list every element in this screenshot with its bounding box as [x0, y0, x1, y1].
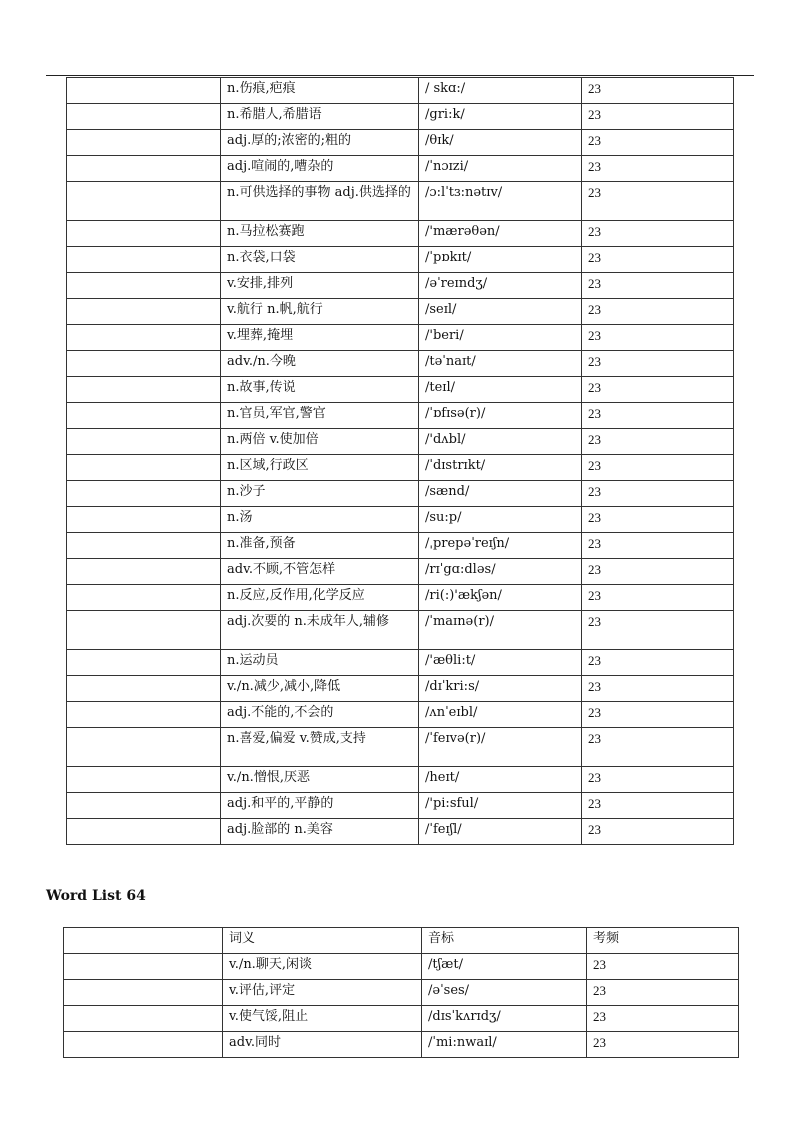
table-row	[67, 650, 734, 676]
table-row	[67, 273, 734, 299]
table-row	[67, 819, 734, 845]
frequency-cell: 23	[582, 221, 734, 247]
word-list-heading: Word List 64	[46, 888, 146, 904]
meaning-cell: n.汤	[221, 507, 419, 533]
table-row	[64, 980, 739, 1006]
word-cell	[67, 559, 221, 585]
table-row	[67, 455, 734, 481]
word-cell	[67, 676, 221, 702]
frequency-cell: 23	[587, 1006, 739, 1032]
phonetic-cell: /ɔ:lˈtɜ:nətɪv/	[419, 182, 582, 221]
phonetic-cell: /ˈmaɪnə(r)/	[419, 611, 582, 650]
phonetic-cell: /θɪk/	[419, 130, 582, 156]
word-cell	[67, 247, 221, 273]
word-cell	[67, 481, 221, 507]
vocab-table-continued	[66, 77, 734, 845]
table-row	[67, 130, 734, 156]
phonetic-cell: /dɪsˈkʌrɪdʒ/	[422, 1006, 587, 1032]
word-cell	[67, 351, 221, 377]
phonetic-cell: /əˈreɪndʒ/	[419, 273, 582, 299]
header-meaning: 词义	[223, 928, 422, 954]
meaning-cell: v./n.减少,减小,降低	[221, 676, 419, 702]
frequency-cell: 23	[582, 676, 734, 702]
table-row	[67, 728, 734, 767]
word-cell	[67, 507, 221, 533]
meaning-cell: v./n.聊天,闲谈	[223, 954, 422, 980]
phonetic-cell: /tʃæt/	[422, 954, 587, 980]
table-row	[67, 325, 734, 351]
meaning-cell: n.希腊人,希腊语	[221, 104, 419, 130]
frequency-cell: 23	[587, 980, 739, 1006]
word-cell	[67, 78, 221, 104]
frequency-cell: 23	[582, 273, 734, 299]
meaning-cell: adj.喧闹的,嘈杂的	[221, 156, 419, 182]
frequency-cell: 23	[582, 533, 734, 559]
meaning-cell: v.使气馁,阻止	[223, 1006, 422, 1032]
frequency-cell: 23	[582, 507, 734, 533]
table-row	[67, 299, 734, 325]
frequency-cell: 23	[582, 455, 734, 481]
table-row	[67, 247, 734, 273]
phonetic-cell: /sænd/	[419, 481, 582, 507]
word-cell	[67, 650, 221, 676]
word-cell	[64, 1032, 223, 1058]
table-row	[67, 533, 734, 559]
frequency-cell: 23	[582, 247, 734, 273]
meaning-cell: v./n.憎恨,厌恶	[221, 767, 419, 793]
frequency-cell: 23	[582, 585, 734, 611]
word-cell	[64, 954, 223, 980]
frequency-cell: 23	[587, 954, 739, 980]
vocab-table-word-list-64	[63, 927, 739, 1058]
word-cell	[67, 728, 221, 767]
phonetic-cell: /'dʌbl/	[419, 429, 582, 455]
table-row	[67, 403, 734, 429]
phonetic-cell: /'mærəθən/	[419, 221, 582, 247]
vocab-table-body	[67, 78, 734, 845]
frequency-cell: 23	[582, 559, 734, 585]
phonetic-cell: /təˈnaɪt/	[419, 351, 582, 377]
phonetic-cell: /ˈmi:nwaɪl/	[422, 1032, 587, 1058]
table-row	[67, 351, 734, 377]
word-cell	[64, 1006, 223, 1032]
word-cell	[67, 156, 221, 182]
phonetic-cell: /heɪt/	[419, 767, 582, 793]
phonetic-cell: /gri:k/	[419, 104, 582, 130]
table-row	[67, 767, 734, 793]
word-cell	[67, 182, 221, 221]
meaning-cell: n.可供选择的事物 adj.供选择的	[221, 182, 419, 221]
frequency-cell: 23	[587, 1032, 739, 1058]
phonetic-cell: /ˈdɪstrɪkt/	[419, 455, 582, 481]
frequency-cell: 23	[582, 182, 734, 221]
meaning-cell: v.航行 n.帆,航行	[221, 299, 419, 325]
table-row	[67, 793, 734, 819]
table-row	[67, 377, 734, 403]
phonetic-cell: /ri(:)'ækʃən/	[419, 585, 582, 611]
phonetic-cell: /ˈɒfɪsə(r)/	[419, 403, 582, 429]
phonetic-cell: /dɪˈkri:s/	[419, 676, 582, 702]
meaning-cell: v.安排,排列	[221, 273, 419, 299]
word-cell	[67, 221, 221, 247]
phonetic-cell: /su:p/	[419, 507, 582, 533]
phonetic-cell: / skɑ:/	[419, 78, 582, 104]
frequency-cell: 23	[582, 481, 734, 507]
phonetic-cell: /teɪl/	[419, 377, 582, 403]
table-row	[67, 676, 734, 702]
phonetic-cell: /'beri/	[419, 325, 582, 351]
table-row	[67, 221, 734, 247]
frequency-cell: 23	[582, 429, 734, 455]
word-cell	[64, 980, 223, 1006]
meaning-cell: adv./n.今晚	[221, 351, 419, 377]
table-row	[64, 1032, 739, 1058]
meaning-cell: adj.和平的,平静的	[221, 793, 419, 819]
meaning-cell: n.官员,军官,警官	[221, 403, 419, 429]
word-cell	[67, 130, 221, 156]
phonetic-cell: /ˈfeɪvə(r)/	[419, 728, 582, 767]
vocab-table-body	[64, 954, 739, 1058]
word-cell	[67, 767, 221, 793]
phonetic-cell: /'pi:sful/	[419, 793, 582, 819]
table-row	[67, 611, 734, 650]
frequency-cell: 23	[582, 767, 734, 793]
table-row	[64, 1006, 739, 1032]
word-cell	[67, 793, 221, 819]
frequency-cell: 23	[582, 351, 734, 377]
table-row	[67, 429, 734, 455]
table-row	[67, 559, 734, 585]
header-word-cell	[64, 928, 223, 954]
meaning-cell: n.两倍 v.使加倍	[221, 429, 419, 455]
phonetic-cell: /ˈpɒkɪt/	[419, 247, 582, 273]
word-cell	[67, 533, 221, 559]
word-cell	[67, 325, 221, 351]
word-cell	[67, 377, 221, 403]
phonetic-cell: /seɪl/	[419, 299, 582, 325]
phonetic-cell: /rɪˈgɑ:dləs/	[419, 559, 582, 585]
header-frequency: 考频	[587, 928, 739, 954]
meaning-cell: adv.不顾,不管怎样	[221, 559, 419, 585]
phonetic-cell: /ˈnɔɪzi/	[419, 156, 582, 182]
meaning-cell: n.沙子	[221, 481, 419, 507]
word-cell	[67, 299, 221, 325]
word-cell	[67, 403, 221, 429]
frequency-cell: 23	[582, 325, 734, 351]
meaning-cell: adv.同时	[223, 1032, 422, 1058]
table-row	[67, 585, 734, 611]
table-row	[64, 954, 739, 980]
frequency-cell: 23	[582, 611, 734, 650]
word-cell	[67, 429, 221, 455]
word-cell	[67, 819, 221, 845]
word-cell	[67, 702, 221, 728]
meaning-cell: n.伤痕,疤痕	[221, 78, 419, 104]
word-cell	[67, 611, 221, 650]
meaning-cell: n.运动员	[221, 650, 419, 676]
word-cell	[67, 585, 221, 611]
phonetic-cell: /ʌnˈeɪbl/	[419, 702, 582, 728]
frequency-cell: 23	[582, 78, 734, 104]
table-row	[67, 481, 734, 507]
table-row	[67, 702, 734, 728]
frequency-cell: 23	[582, 728, 734, 767]
table-row	[67, 182, 734, 221]
phonetic-cell: /ˈfeɪʃl/	[419, 819, 582, 845]
meaning-cell: adj.脸部的 n.美容	[221, 819, 419, 845]
frequency-cell: 23	[582, 130, 734, 156]
word-cell	[67, 104, 221, 130]
frequency-cell: 23	[582, 793, 734, 819]
meaning-cell: n.反应,反作用,化学反应	[221, 585, 419, 611]
frequency-cell: 23	[582, 702, 734, 728]
table-row	[67, 78, 734, 104]
frequency-cell: 23	[582, 104, 734, 130]
phonetic-cell: /əˈses/	[422, 980, 587, 1006]
header-phonetic: 音标	[422, 928, 587, 954]
phonetic-cell: /ˌprepəˈreɪʃn/	[419, 533, 582, 559]
meaning-cell: n.故事,传说	[221, 377, 419, 403]
table-header-row	[64, 928, 739, 954]
frequency-cell: 23	[582, 299, 734, 325]
table-row	[67, 104, 734, 130]
frequency-cell: 23	[582, 377, 734, 403]
meaning-cell: n.喜爱,偏爱 v.赞成,支持	[221, 728, 419, 767]
meaning-cell: n.区域,行政区	[221, 455, 419, 481]
meaning-cell: adj.不能的,不会的	[221, 702, 419, 728]
meaning-cell: v.评估,评定	[223, 980, 422, 1006]
meaning-cell: n.衣袋,口袋	[221, 247, 419, 273]
meaning-cell: v.埋葬,掩埋	[221, 325, 419, 351]
table-row	[67, 156, 734, 182]
word-cell	[67, 455, 221, 481]
frequency-cell: 23	[582, 403, 734, 429]
frequency-cell: 23	[582, 156, 734, 182]
word-cell	[67, 273, 221, 299]
table-row	[67, 507, 734, 533]
meaning-cell: n.马拉松赛跑	[221, 221, 419, 247]
frequency-cell: 23	[582, 650, 734, 676]
meaning-cell: adj.厚的;浓密的;粗的	[221, 130, 419, 156]
phonetic-cell: /'æθli:t/	[419, 650, 582, 676]
meaning-cell: n.准备,预备	[221, 533, 419, 559]
meaning-cell: adj.次要的 n.未成年人,辅修	[221, 611, 419, 650]
frequency-cell: 23	[582, 819, 734, 845]
page-top-rule	[46, 75, 754, 76]
